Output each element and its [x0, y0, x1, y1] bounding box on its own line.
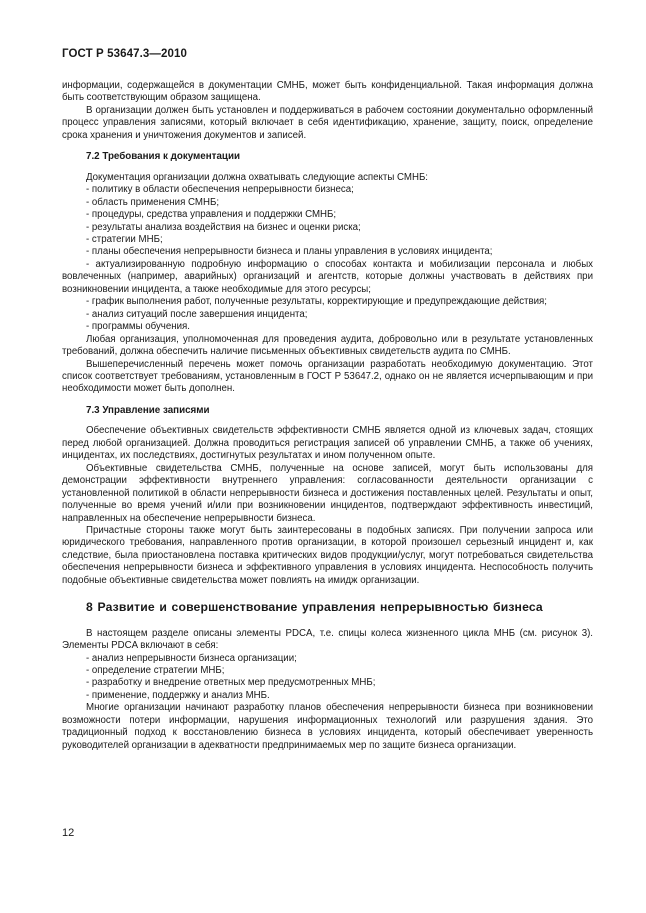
paragraph: Вышеперечисленный перечень может помочь организации разработать необходимую документацию. Этот список соответствует требованиям, установленным в ГОСТ Р 53647.2, однако он не является исчерпывающим и при необходимости может быть дополнен.	[62, 358, 593, 395]
paragraph: Документация организации должна охватывать следующие аспекты СМНБ:	[86, 171, 428, 183]
paragraph: В настоящем разделе описаны элементы PDCA, т.е. спицы колеса жизненного цикла МНБ (см. рисунок 3). Элементы PDCA включают в себя:	[62, 627, 593, 652]
document-body	[62, 80, 593, 752]
page-number: 12	[62, 827, 75, 839]
paragraph: Любая организация, уполномоченная для проведения аудита, добровольно или в результате установленных требований, должна обеспечить наличие письменных объективных свидетельств аудита по СМНБ.	[62, 333, 593, 358]
list-item: - график выполнения работ, полученные результаты, корректирующие и предупреждающие действия;	[86, 296, 547, 308]
list-item: - разработку и внедрение ответных мер предусмотренных МНБ;	[86, 677, 376, 689]
list-item: - актуализированную подробную информацию о способах контакта и мобилизации персонала и любых вовлеченных (например, аварийных) организаций и агентств, которые должны участвовать в действиях при возникновении инцидента, а также необходимые для этого ресурсы;	[62, 258, 593, 295]
paragraph: Обеспечение объективных свидетельств эффективности СМНБ является одной из ключевых задач, стоящих перед любой организацией. Должна проводиться регистрация записей об управлении СМНБ, а также об учениях, инцидентах, их последствиях, достигнутых результатах и ином полученном опыте.	[62, 425, 593, 462]
subsection-heading: 7.3 Управление записями	[86, 404, 210, 416]
list-item: - анализ ситуаций после завершения инцидента;	[86, 308, 308, 320]
list-item: - результаты анализа воздействия на бизнес и оценки риска;	[86, 221, 361, 233]
list-item: - применение, поддержку и анализ МНБ.	[86, 689, 270, 701]
list-item: - определение стратегии МНБ;	[86, 665, 225, 677]
standard-header: ГОСТ Р 53647.3—2010	[62, 48, 187, 60]
section-heading: 8 Развитие и совершенствование управления непрерывностью бизнеса	[86, 600, 543, 615]
paragraph: Многие организации начинают разработку планов обеспечения непрерывности бизнеса при возникновении возможности потери информации, нарушения информационных технологий или разрушения здания. Это традиционный подход к восстановлению бизнеса в условиях инцидента, который обеспечивает уверенность руководителей организации в адекватности предпринимаемых мер по защите бизнеса организации.	[62, 702, 593, 751]
subsection-heading: 7.2 Требования к документации	[86, 151, 240, 163]
list-item: - политику в области обеспечения непрерывности бизнеса;	[86, 184, 354, 196]
paragraph: информации, содержащейся в документации СМНБ, может быть конфиденциальной. Такая информация должна быть соответствующим образом защищена.	[62, 80, 593, 104]
list-item: - процедуры, средства управления и поддержки СМНБ;	[86, 209, 337, 221]
list-item: - стратегии МНБ;	[86, 233, 163, 245]
paragraph: В организации должен быть установлен и поддерживаться в рабочем состоянии документально оформленный процесс управления записями, который включает в себя идентификацию, хранение, защиту, поиск, определение срока хранения и уничтожения документов и записей.	[62, 104, 593, 141]
paragraph: Причастные стороны также могут быть заинтересованы в подобных записях. При получении запроса или юридического требования, направленного против организации, в которой произошел серьезный инцидент и, как следствие, была приостановлена поставка критических видов продукции/услуг, могут потребоваться свидетельства обеспечения непрерывности бизнеса и эффективного управления в условиях инцидента. Неспособность получить подобные объективные свидетельства может повлиять на имидж организации.	[62, 524, 593, 586]
list-item: - анализ непрерывности бизнеса организации;	[86, 652, 297, 664]
list-item: - программы обучения.	[86, 321, 190, 333]
paragraph: Объективные свидетельства СМНБ, полученные на основе записей, могут быть использованы для демонстрации эффективности внутреннего управления: согласованности деятельности организации с установленной политикой в области непрерывности бизнеса и достижения поставленных целей. Результаты и опыт, полученные во время учений и/или при возникновении инцидентов, подтверждают эффективность инвестиций, направленных на обеспечение непрерывности бизнеса.	[62, 462, 593, 524]
list-item: - область применения СМНБ;	[86, 196, 220, 208]
list-item: - планы обеспечения непрерывности бизнеса и планы управления в условиях инцидента;	[86, 246, 493, 258]
